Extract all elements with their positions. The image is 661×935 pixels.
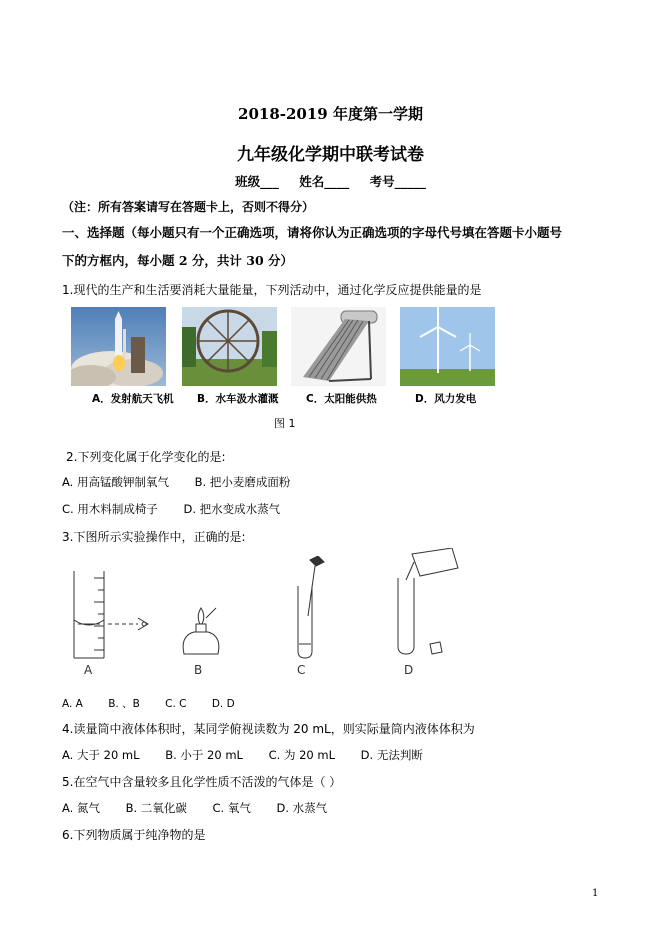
- section-heading: [62, 219, 602, 275]
- figure-label-b: B: [194, 663, 203, 677]
- q4-option-a: A. 大于 20 mL: [62, 748, 140, 762]
- q4-option-c: C. 为 20 mL: [268, 748, 336, 762]
- q4-option-b: B. 小于 20 mL: [165, 748, 243, 762]
- q4-option-d: D. 无法判断: [360, 748, 423, 762]
- question-4: 4.读量筒中液体体积时，某同学俯视读数为 20 mL，则实际量筒内液体体积为: [62, 722, 475, 736]
- answer-note: （注：所有答案请写在答题卡上，否则不得分）: [62, 200, 315, 214]
- figure-b-alcohol-lamp: [176, 606, 226, 665]
- q5-option-a: A. 氮气: [62, 801, 100, 815]
- photo-water-wheel: [182, 307, 277, 386]
- figure-label-a: A: [84, 663, 93, 677]
- caption-d: D．风力发电: [415, 393, 477, 405]
- question-3: 3.下图所示实验操作中，正确的是:: [62, 530, 246, 544]
- q5-option-c: C. 氧气: [212, 801, 251, 815]
- question-5-options: [62, 800, 349, 816]
- figure-a-cylinder: [68, 566, 168, 665]
- page-number: 1: [592, 888, 599, 899]
- q5-option-d: D. 水蒸气: [276, 801, 328, 815]
- student-info-line: [0, 172, 661, 190]
- question-2-options-row1: [62, 474, 312, 490]
- question-6: 6.下列物质属于纯净物的是: [62, 828, 206, 842]
- question-5: 5.在空气中含量较多且化学性质不活泼的气体是（ ）: [62, 775, 342, 789]
- figure-label-c: C: [297, 663, 306, 677]
- q2-option-b: B. 把小麦磨成面粉: [194, 475, 291, 489]
- figure-label-d: D: [404, 663, 414, 677]
- question-2: 2.下列变化属于化学变化的是:: [66, 450, 226, 464]
- photo-wind-turbine: [400, 307, 495, 386]
- q3-option-a: A. A: [62, 698, 83, 710]
- name-label: 姓名____: [299, 174, 350, 189]
- figure-label: 图 1: [274, 417, 296, 430]
- caption-a: A．发射航天飞机: [92, 393, 174, 405]
- photo-solar-heater: [291, 307, 386, 386]
- figure-c-dropper: [290, 556, 330, 665]
- section-heading-line2: 下的方框内，每小题 2 分，共计 30 分）: [62, 253, 294, 268]
- photo-shuttle-launch: [71, 307, 166, 386]
- q5-option-b: B. 二氧化碳: [125, 801, 187, 815]
- question-3-options: [62, 696, 257, 711]
- q3-option-d: D. D: [211, 698, 235, 710]
- q2-option-a: A. 用高锰酸钾制氧气: [62, 475, 169, 489]
- id-label: 考号_____: [369, 174, 426, 189]
- q2-option-c: C. 用木料制成椅子: [62, 502, 158, 516]
- caption-b: B．水车汲水灌溉: [197, 393, 279, 405]
- exam-term: 2018-2019 年度第一学期: [238, 105, 423, 123]
- exam-title: 九年级化学期中联考试卷: [237, 145, 424, 165]
- section-heading-line1: 一、选择题（每小题只有一个正确选项，请将你认为正确选项的字母代号填在答题卡小题号: [62, 225, 563, 240]
- figure-d-pouring: [382, 548, 462, 662]
- class-label: 班级___: [235, 174, 279, 189]
- q2-option-d: D. 把水变成水蒸气: [183, 502, 281, 516]
- caption-c: C．太阳能供热: [306, 393, 377, 405]
- question-4-options: [62, 747, 445, 763]
- q3-option-c: C. C: [165, 698, 187, 710]
- question-2-options-row2: [62, 501, 302, 517]
- question-1: 1.现代的生产和生活要消耗大量能量，下列活动中，通过化学反应提供能量的是: [62, 283, 482, 297]
- q3-option-b: B. 、B: [108, 698, 140, 710]
